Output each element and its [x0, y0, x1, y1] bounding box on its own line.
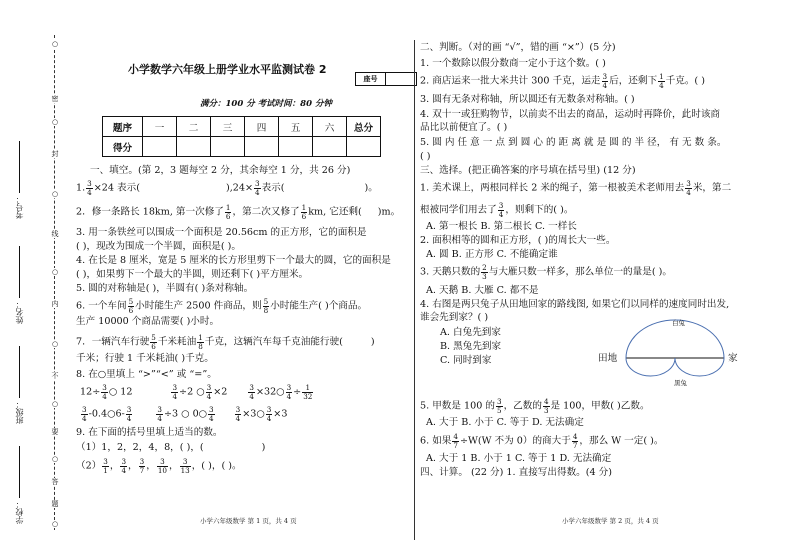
question-4: 4. 在长是 8 厘米，宽是 5 厘米的长方形里剪下一个最大的圆，它的面积是	[76, 255, 391, 266]
fraction: $\frac{5}{6}$	[151, 333, 156, 351]
question-1: 1. $\frac{3}{4}$ ×24 表示( ),24× $\frac{3}{4}$ 表示( )。	[76, 179, 378, 197]
choice-2: 2. 面积相等的圆和正方形，( )的周长大一些。	[420, 235, 616, 246]
name-field[interactable]: 姓名：	[14, 240, 40, 330]
score-table-row	[103, 137, 381, 157]
question-9-part2: （2） $\frac{3}{1}$ ， $\frac{3}{4}$ ， $\frac{3}{7}$ ， $\frac{3}{10}$ ， $\frac{3}{13}$ ，( )，( )。	[76, 457, 242, 475]
page-footer-left: 小学六年级数学 第 1 页，共 4 页	[200, 517, 297, 525]
question-7: 7．一辆汽车行驶 $\frac{5}{6}$ 千米耗油 $\frac{1}{8}$ 千克，这辆汽车每千克油能行驶( )	[76, 333, 375, 351]
question-7-line2: 千米；行驶 1 千米耗油( )千克。	[76, 353, 214, 364]
page-title: 小学数学六年级上册学业水平监测试卷 2	[128, 63, 327, 76]
table-header: 一	[143, 117, 177, 137]
section-2-heading: 二、判断。（对的画 “√”，错的画 “×”）(5 分)	[420, 42, 616, 53]
seal-circle: ○	[51, 340, 59, 348]
seal-char: 密	[51, 95, 59, 103]
section-4-heading: 四、计算。 (22 分) 1. 直接写出得数。(4 分)	[420, 467, 612, 478]
choice-1-line2: 根被同学们用去了 $\frac{3}{4}$ ，则剩下的( )。	[420, 201, 574, 219]
seal-char: 内	[51, 300, 59, 308]
judge-5: 5. 圆 内 任 意 一 点 到 圆 心 的 距 离 就 是 圆 的 半 径， 有 无 数 条。	[420, 137, 727, 148]
fraction: $\frac{5}{6}$	[128, 297, 134, 315]
question-8-row2: $\frac{3}{4}$ -0.4○6- $\frac{3}{4}$ $\frac{3}{4}$ ÷3 ○ 0○ $\frac{3}{4}$ $\frac{3}{4}$ ×3○ $\frac{3}{4}$ ×3	[82, 405, 288, 423]
score-cell[interactable]	[245, 137, 279, 157]
question-8-row1: 12÷ $\frac{3}{4}$ ○ 12 $\frac{3}{4}$ ÷2 ○ $\frac{3}{4}$ ×2 $\frac{3}{4}$ ×32○ $\frac{3}{4}$ ÷ $\frac{1}{32}$	[80, 383, 313, 401]
judge-1: 1. 一个数除以假分数商一定小于这个数。( )	[420, 58, 606, 69]
table-header: 总分	[347, 117, 381, 137]
fraction: $\frac{1}{8}$	[198, 333, 203, 351]
section-3-heading: 三、选择。(把正确答案的序号填在括号里) (12 分)	[420, 165, 636, 176]
choice-6-options: A. 大于 1 B. 小于 1 C. 等于 1 D. 无法确定	[426, 453, 612, 464]
choice-4-option-c: C. 同时到家	[440, 355, 492, 366]
seat-label: 座号	[356, 73, 386, 85]
choice-1: 1. 美术课上，两根同样长 2 米的绳子，第一根被美术老师用去 $\frac{3}{4}$ 米，第二	[420, 179, 732, 197]
class-field[interactable]: 班级：	[14, 340, 40, 430]
question-9-part1: （1）1，2，2，4，8，( )，( )	[76, 442, 266, 453]
score-cell[interactable]	[211, 137, 245, 157]
fraction: $\frac{1}{6}$	[301, 203, 307, 221]
fraction: $\frac{3}{4}$	[255, 179, 260, 197]
score-cell[interactable]	[177, 137, 211, 157]
seat-number-box[interactable]	[355, 72, 417, 86]
question-9: 9. 在下面的括号里填上适当的数。	[76, 427, 223, 438]
judge-3: 3. 圆有无条对称轴，所以圆还有无数条对称轴。( )	[420, 94, 635, 105]
seal-char: 线	[51, 230, 59, 238]
binding-strip	[0, 0, 58, 549]
black-rabbit-route-2	[675, 358, 724, 376]
school-field[interactable]: 学校：	[14, 440, 40, 530]
question-5: 5. 圆的对称轴是( )，半圆有( )条对称轴。	[76, 283, 254, 294]
question-6-line2: 生产 10000 个商品需要( )小时。	[76, 316, 220, 327]
white-rabbit-label: 白兔	[672, 319, 685, 327]
rabbit-route-diagram	[596, 316, 746, 388]
seal-circle: ○	[51, 400, 59, 408]
score-info: 满分：100 分 考试时间：80 分钟	[200, 99, 332, 109]
question-8: 8. 在○里填上 “>”“<” 或 “=”。	[76, 369, 217, 380]
choice-4-line2: 谁会先到家？( )	[420, 312, 489, 323]
score-cell[interactable]	[313, 137, 347, 157]
table-header: 四	[245, 117, 279, 137]
choice-1-options: A. 第一根长 B. 第二根长 C. 一样长	[426, 221, 577, 232]
judge-2: 2. 商店运来一批大米共计 300 千克，运走 $\frac{3}{4}$ 后，还剩下 $\frac{1}{4}$ 千克。( )	[420, 72, 705, 90]
score-table	[102, 116, 381, 157]
choice-5: 5. 甲数是 100 的 $\frac{3}{5}$ ，乙数的 $\frac{4}{3}$ 是 100，甲数( )乙数。	[420, 397, 650, 415]
seal-circle: ○	[51, 268, 59, 276]
page-divider	[414, 40, 415, 540]
field-label: 田地	[598, 353, 618, 364]
section-1-heading: 一、填空。(第 2，3 题每空 2 分，其余每空 1 分，共 26 分)	[90, 165, 351, 176]
judge-4: 4. 双十一或狂购物节，以前卖不出去的商品，运动时再降价，此时该商	[420, 109, 721, 120]
score-cell[interactable]	[347, 137, 381, 157]
seal-circle: ○	[51, 455, 59, 463]
table-header: 六	[313, 117, 347, 137]
seal-char: 不	[51, 372, 59, 380]
seal-circle: ○	[51, 118, 59, 126]
choice-6: 6. 如果 $\frac{4}{7}$ ÷W(W 不为 0）的商大于 $\frac{4}{7}$ ，那么 W 一定( )。	[420, 432, 664, 450]
fraction: $\frac{5}{8}$	[263, 297, 269, 315]
table-header: 二	[177, 117, 211, 137]
table-header: 三	[211, 117, 245, 137]
home-label: 家	[728, 353, 738, 364]
table-header: 题序	[103, 117, 143, 137]
table-row-label: 得分	[103, 137, 143, 157]
exam-number-field[interactable]: 考号：	[14, 135, 40, 225]
question-4-line2: ( )，如果剪下一个最大的半圆，则还剩下( )平方厘米。	[76, 269, 309, 280]
seal-circle: ○	[51, 40, 59, 48]
seal-char: 封	[51, 150, 59, 158]
choice-4-option-b: B. 黑兔先到家	[440, 341, 502, 352]
question-2: 2．修一条路长 18km, 第一次修了 $\frac{1}{6}$ ，第二次又修了 $\frac{1}{6}$ km, 它还剩( )m。	[76, 203, 401, 221]
question-6: 6. 一个车间 $\frac{5}{6}$ 小时能生产 2500 件商品，则 $\frac{5}{8}$ 小时能生产( )个商品。	[76, 297, 368, 315]
choice-4-option-a: A. 白兔先到家	[440, 327, 501, 338]
black-rabbit-label: 黑兔	[674, 379, 687, 387]
seal-circle: ○	[51, 520, 59, 528]
table-header: 五	[279, 117, 313, 137]
fraction: $\frac{1}{6}$	[225, 203, 231, 221]
seal-char: 要	[51, 428, 59, 436]
choice-2-options: A. 圆 B. 正方形 C. 不能确定谁	[426, 249, 558, 260]
choice-5-options: A. 大于 B. 小于 C. 等于 D. 无法确定	[426, 417, 584, 428]
choice-3-options: A. 天鹅 B. 大雁 C. 都不是	[426, 285, 539, 296]
fraction: $\frac{3}{4}$	[87, 179, 92, 197]
seal-circle: ○	[51, 190, 59, 198]
judge-4-line2: 品比以前便宜了。( )	[420, 122, 508, 133]
seal-char: 题	[51, 500, 59, 508]
score-table-header-row	[103, 117, 381, 137]
score-cell[interactable]	[143, 137, 177, 157]
score-cell[interactable]	[279, 137, 313, 157]
choice-4: 4. 右图是两只兔子从田地回家的路线图, 如果它们以同样的速度同时出发,	[420, 299, 730, 310]
choice-3: 3. 天鹅只数的 $\frac{2}{3}$ 与大雁只数一样多，那么单位一的量是( )。	[420, 263, 672, 281]
question-3: 3. 用一条铁丝可以围成一个面积是 20.56cm 的正方形，它的面积是	[76, 227, 367, 238]
page-footer-right: 小学六年级数学 第 2 页，共 4 页	[562, 517, 659, 525]
question-3-line2: ( )，现改为围成一个半圆，面积是( )。	[76, 241, 241, 252]
black-rabbit-route-1	[626, 358, 675, 376]
seal-char: 答	[51, 478, 59, 486]
judge-5-line2: ( )	[420, 151, 431, 162]
